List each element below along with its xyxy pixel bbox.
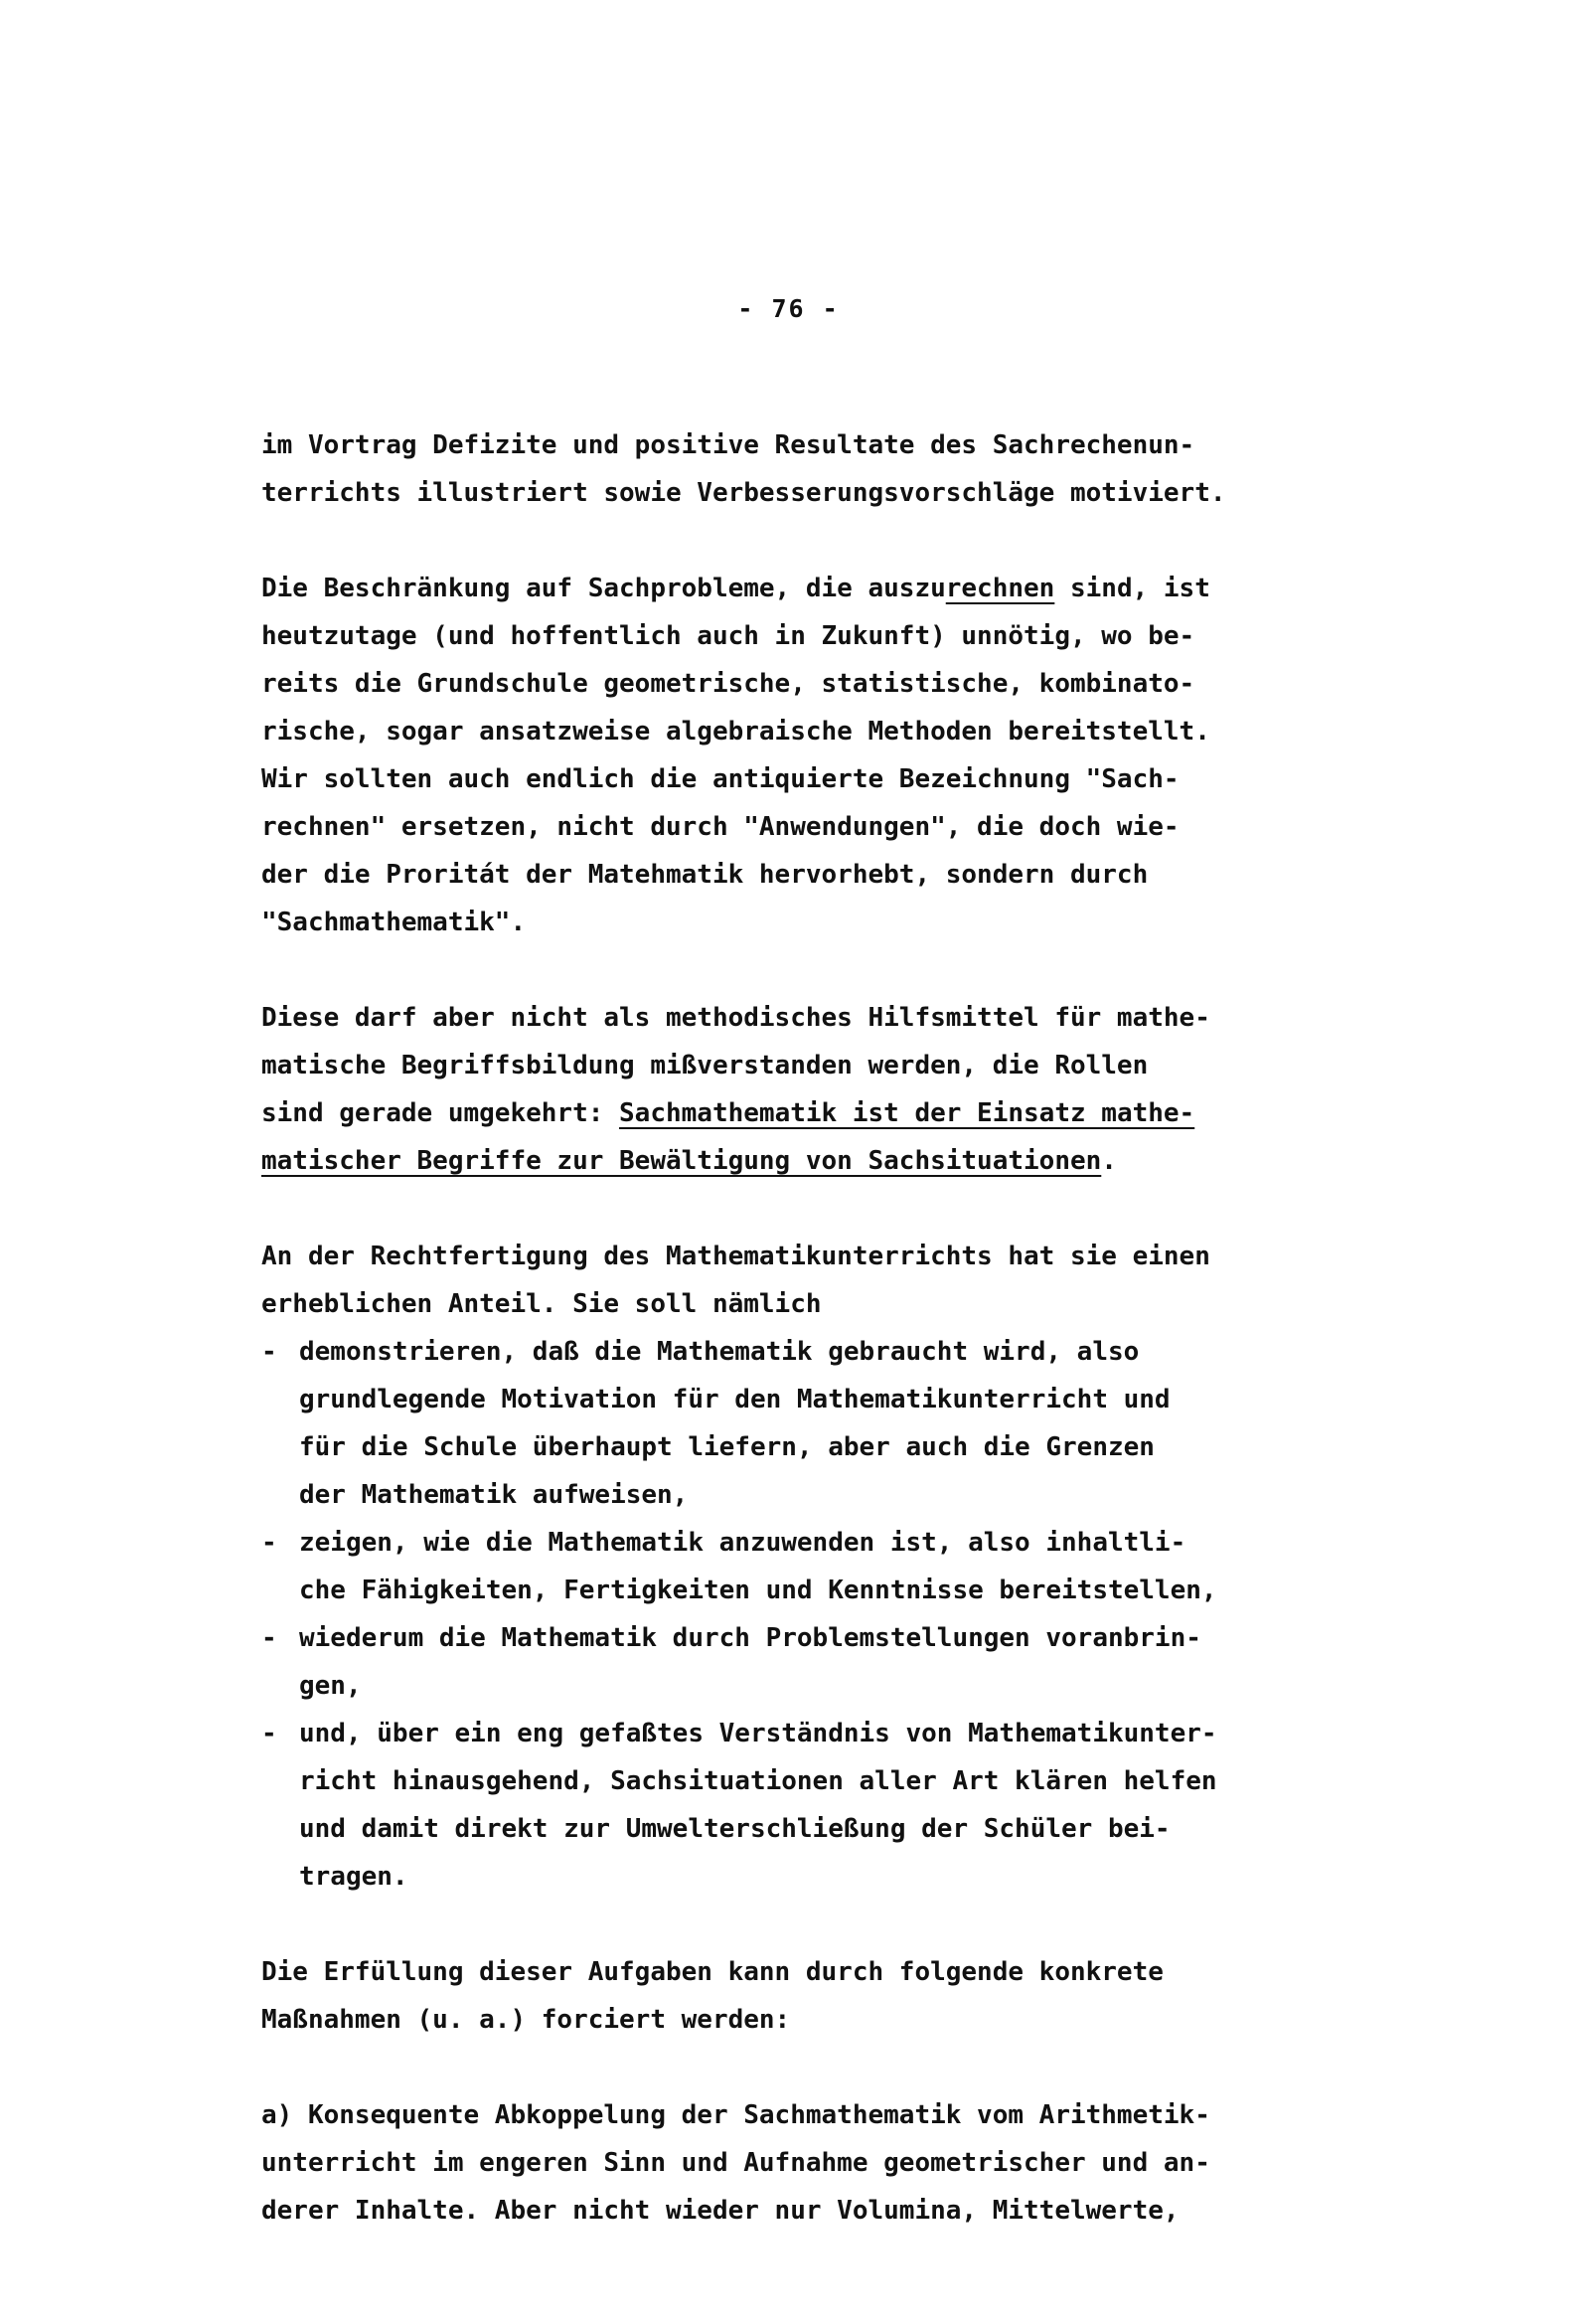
- dash-marker: -: [261, 1623, 277, 1653]
- text-line: matische Begriffsbildung mißverstanden werden, die Rollen: [261, 1051, 1149, 1080]
- text-segment: sind, ist: [1054, 574, 1210, 603]
- list-item: [261, 1614, 1394, 1710]
- text-line: [261, 1710, 1394, 1757]
- bullet-list: [261, 1328, 1394, 1901]
- text-line: Maßnahmen (u. a.) forciert werden:: [261, 2005, 791, 2035]
- list-item: [261, 1328, 1394, 1519]
- paragraph-2: [261, 565, 1394, 946]
- text-line: [261, 1328, 1394, 1376]
- text-line: für die Schule überhaupt liefern, aber auch die Grenzen: [299, 1432, 1155, 1462]
- text-line: rechnen" ersetzen, nicht durch "Anwendungen", die doch wie-: [261, 812, 1180, 842]
- text-segment: Die Beschränkung auf Sachprobleme, die auszu: [261, 574, 946, 603]
- underlined-text: matischer Begriffe zur Bewältigung von Sachsituationen: [261, 1146, 1102, 1176]
- page-number: - 76 -: [737, 294, 840, 323]
- text-segment: und, über ein eng gefaßtes Verständnis von Mathematikunter-: [299, 1719, 1217, 1748]
- text-line: [261, 1137, 1394, 1185]
- text-line: richt hinausgehend, Sachsituationen aller Art klären helfen: [299, 1766, 1217, 1796]
- list-item: [261, 1710, 1394, 1901]
- text-line: [261, 1519, 1394, 1567]
- text-line: derer Inhalte. Aber nicht wieder nur Volumina, Mittelwerte,: [261, 2196, 1180, 2226]
- text-line: im Vortrag Defizite und positive Resultate des Sachrechenun-: [261, 430, 1195, 460]
- text-line: terrichts illustriert sowie Verbesserungsvorschläge motiviert.: [261, 478, 1226, 508]
- text-segment: zeigen, wie die Mathematik anzuwenden ist, also inhaltli-: [299, 1528, 1186, 1558]
- text-line: [261, 565, 1394, 612]
- paragraph-1: [261, 421, 1394, 517]
- text-segment: demonstrieren, daß die Mathematik gebraucht wird, also: [299, 1337, 1140, 1367]
- paragraph-6: [261, 2091, 1394, 2235]
- underlined-text: Sachmathematik ist der Einsatz mathe-: [619, 1098, 1195, 1128]
- text-segment: wiederum die Mathematik durch Problemstellungen voranbrin-: [299, 1623, 1201, 1653]
- text-line: und damit direkt zur Umwelterschließung der Schüler bei-: [299, 1814, 1171, 1844]
- body-text: [261, 421, 1394, 2282]
- text-line: tragen.: [299, 1862, 408, 1892]
- text-line: An der Rechtfertigung des Mathematikunterrichts hat sie einen: [261, 1242, 1210, 1271]
- text-line: [261, 1089, 1394, 1137]
- text-line: a) Konsequente Abkoppelung der Sachmathematik vom Arithmetik-: [261, 2100, 1210, 2130]
- text-segment: .: [1101, 1146, 1117, 1176]
- paragraph-5: [261, 1948, 1394, 2044]
- text-segment: sind gerade umgekehrt:: [261, 1098, 620, 1128]
- text-line: reits die Grundschule geometrische, statistische, kombinato-: [261, 669, 1195, 699]
- text-line: heutzutage (und hoffentlich auch in Zukunft) unnötig, wo be-: [261, 621, 1195, 651]
- paragraph-4: [261, 1233, 1394, 1328]
- text-line: [261, 1614, 1394, 1662]
- dash-marker: -: [261, 1528, 277, 1558]
- text-line: Wir sollten auch endlich die antiquierte Bezeichnung "Sach-: [261, 764, 1180, 794]
- text-line: unterricht im engeren Sinn und Aufnahme geometrischer und an-: [261, 2148, 1210, 2178]
- text-line: der Mathematik aufweisen,: [299, 1480, 689, 1510]
- dash-marker: -: [261, 1337, 277, 1367]
- paragraph-3: [261, 994, 1394, 1185]
- text-line: rische, sogar ansatzweise algebraische Methoden bereitstellt.: [261, 717, 1210, 747]
- text-line: der die Proritát der Matehmatik hervorhebt, sondern durch: [261, 860, 1149, 890]
- dash-marker: -: [261, 1719, 277, 1748]
- text-line: Diese darf aber nicht als methodisches Hilfsmittel für mathe-: [261, 1003, 1210, 1033]
- text-line: grundlegende Motivation für den Mathematikunterricht und: [299, 1385, 1171, 1414]
- text-line: che Fähigkeiten, Fertigkeiten und Kenntnisse bereitstellen,: [299, 1576, 1217, 1605]
- underlined-text: rechnen: [945, 574, 1055, 603]
- text-line: Die Erfüllung dieser Aufgaben kann durch folgende konkrete: [261, 1957, 1164, 1987]
- text-line: "Sachmathematik".: [261, 908, 527, 937]
- text-line: gen,: [299, 1671, 362, 1701]
- list-item: [261, 1519, 1394, 1614]
- text-line: erheblichen Anteil. Sie soll nämlich: [261, 1289, 822, 1319]
